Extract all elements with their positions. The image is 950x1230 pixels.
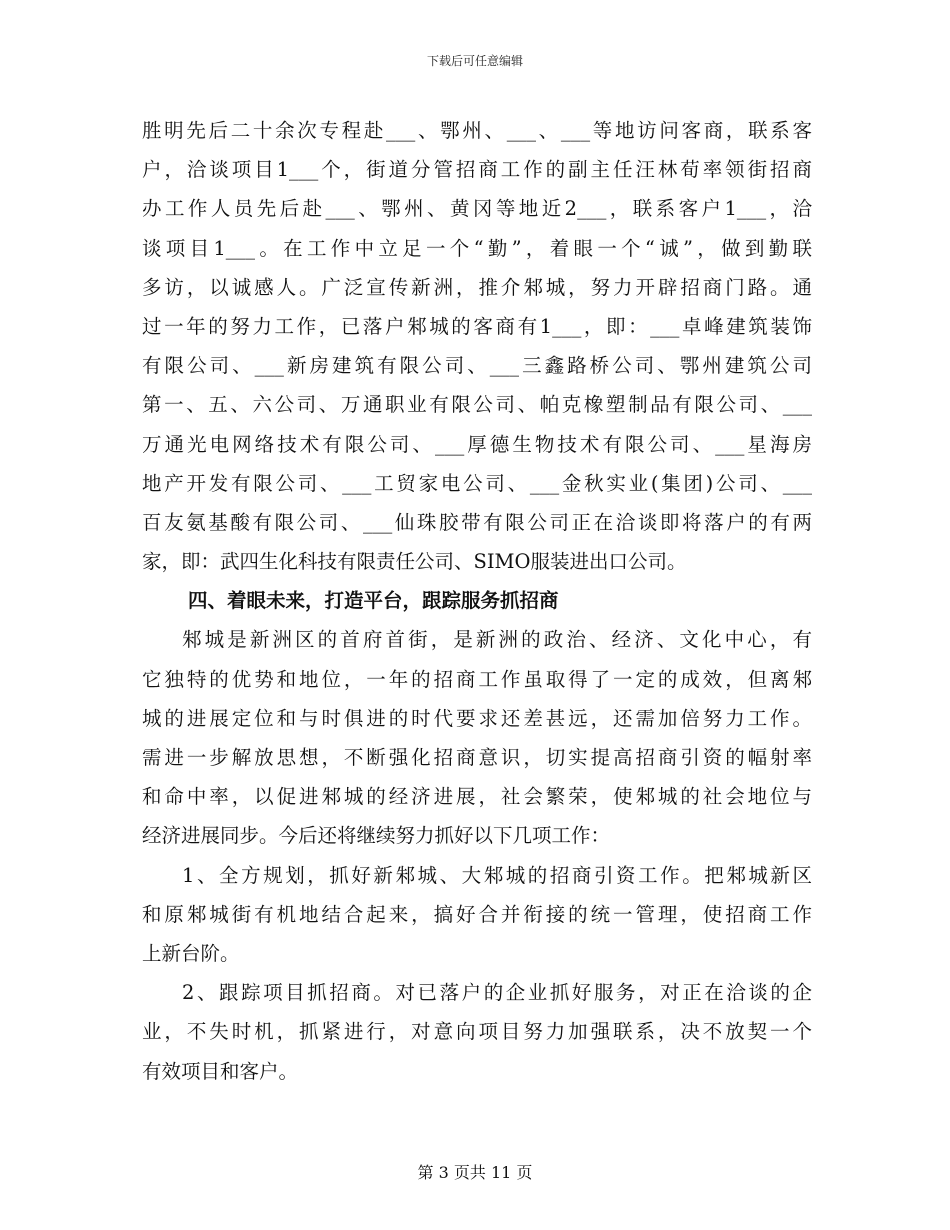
document-body xyxy=(142,111,812,1091)
list-item-line: 2、跟踪项目抓招商。对已落户的企业抓好服务，对正在洽谈的企 xyxy=(182,981,812,1005)
paragraph-line: 多访，以诚感人。广泛宣传新洲，推介邾城，努力开辟招商门路。通 xyxy=(142,275,812,299)
list-item-line: 有效项目和客户。 xyxy=(142,1059,299,1083)
list-item-line: 上新台阶。 xyxy=(142,941,240,965)
page-number: 第 3 页共 11 页 xyxy=(417,1163,533,1182)
paragraph-line: 有限公司、___新房建筑有限公司、___三鑫路桥公司、鄂州建筑公司 xyxy=(142,354,812,378)
paragraph-line: 邾城是新洲区的首府首街，是新洲的政治、经济、文化中心，有 xyxy=(182,628,812,652)
list-item-line: 1、全方规划，抓好新邾城、大邾城的招商引资工作。把邾城新区 xyxy=(182,863,812,887)
paragraph-line: 经济进展同步。今后还将继续努力抓好以下几项工作： xyxy=(142,824,611,848)
list-item-line: 业，不失时机，抓紧进行，对意向项目努力加强联系，决不放契一个 xyxy=(142,1020,812,1044)
paragraph-line: 它独特的优势和地位，一年的招商工作虽取得了一定的成效，但离邾 xyxy=(142,667,812,691)
paragraph-line: 城的进展定位和与时俱进的时代要求还差甚远，还需加倍努力工作。 xyxy=(142,706,812,730)
paragraph-line: 和命中率，以促进邾城的经济进展，社会繁荣，使邾城的社会地位与 xyxy=(142,785,812,809)
paragraph-line: 谈项目1___。在工作中立足一个“勤”，着眼一个“诚”，做到勤联 xyxy=(142,236,812,260)
paragraph-line: 需进一步解放思想，不断强化招商意识，切实提高招商引资的幅射率 xyxy=(142,746,812,769)
paragraph-line: 办工作人员先后赴___、鄂州、黄冈等地近2___，联系客户1___，洽 xyxy=(142,197,812,221)
paragraph-line: 地产开发有限公司、___工贸家电公司、___金秋实业(集团)公司、___ xyxy=(142,471,812,495)
paragraph-line: 第一、五、六公司、万通职业有限公司、帕克橡塑制品有限公司、___ xyxy=(142,393,812,417)
paragraph-line: 胜明先后二十余次专程赴___、鄂州、___、___等地访问客商，联系客 xyxy=(142,119,812,142)
list-item-line: 和原邾城街有机地结合起来，搞好合并衔接的统一管理，使招商工作 xyxy=(142,902,812,926)
paragraph-line: 过一年的努力工作，已落户邾城的客商有1___，即：___卓峰建筑装饰 xyxy=(142,314,812,338)
section-heading: 四、着眼未来，打造平台，跟踪服务抓招商 xyxy=(188,589,559,613)
paragraph-line: 家，即：武四生化科技有限责任公司、SIMO服装进出口公司。 xyxy=(142,550,687,574)
paragraph-line: 万通光电网络技术有限公司、___厚德生物技术有限公司、___星海房 xyxy=(142,432,812,456)
page-header: 下载后可任意编辑 xyxy=(426,54,523,68)
paragraph-line: 户，洽谈项目1___个，街道分管招商工作的副主任汪林荀率领街招商 xyxy=(142,158,812,182)
paragraph-line: 百友氨基酸有限公司、___仙珠胶带有限公司正在洽谈即将落户的有两 xyxy=(142,510,812,534)
